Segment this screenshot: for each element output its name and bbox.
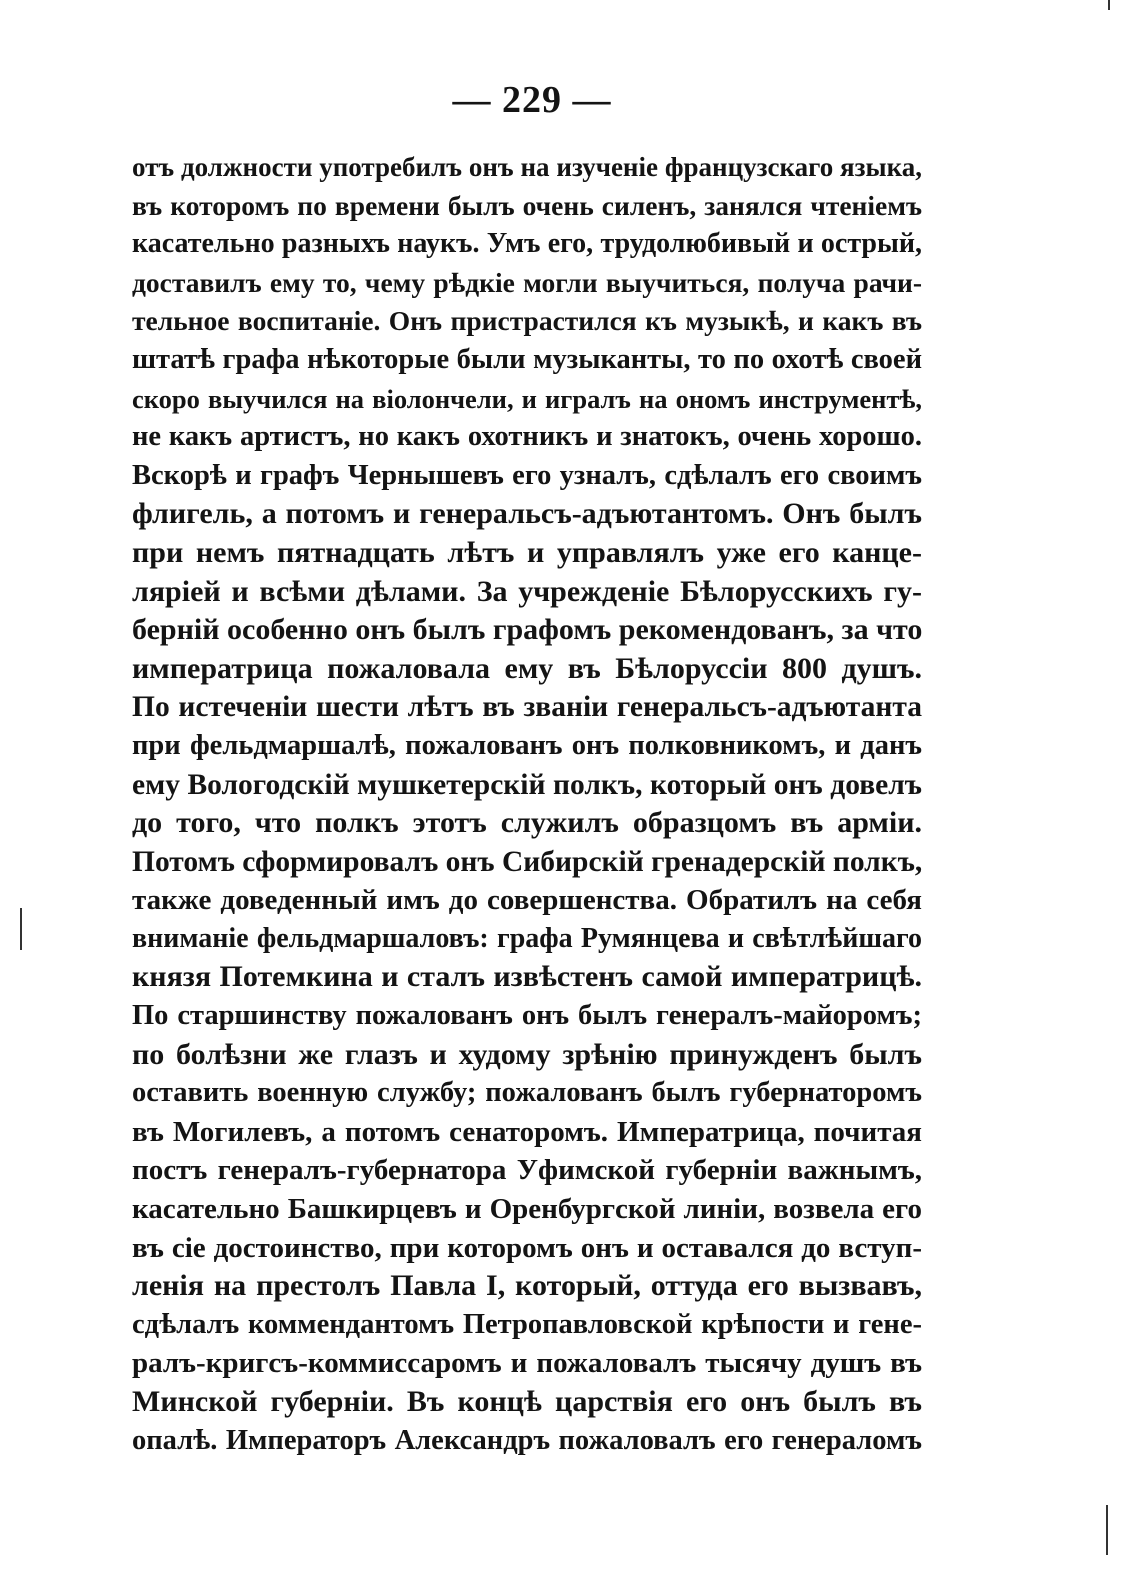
text-line: князя Потемкина и сталъ извѣстенъ самой императрицѣ. xyxy=(132,960,922,994)
text-line: не какъ артистъ, но какъ охотникъ и знатокъ, очень хорошо. xyxy=(132,421,922,453)
body-text xyxy=(132,148,922,1460)
text-line: Минской губерніи. Въ концѣ царствія его онъ былъ въ xyxy=(132,1385,922,1418)
scan-mark-top-right xyxy=(1108,0,1110,10)
text-line: тельное воспитаніе. Онъ пристрастился къ музыкѣ, и какъ въ xyxy=(132,305,922,337)
text-line: вниманіе фельдмаршаловъ: графа Румянцева и свѣтлѣйшаго xyxy=(132,922,922,954)
text-line: сдѣлалъ коммендантомъ Петропавловской крѣпости и гене- xyxy=(132,1308,922,1340)
text-line: при фельдмаршалѣ, пожалованъ онъ полковникомъ, и данъ xyxy=(132,729,922,761)
text-line: доставилъ ему то, чему рѣдкіе могли выучиться, получа рачи- xyxy=(132,266,922,298)
text-line: постъ генералъ-губернатора Уфимской губерніи важнымъ, xyxy=(132,1154,922,1187)
text-line: отъ должности употребилъ онъ на изученіе французскаго языка, xyxy=(132,152,922,182)
text-line: въ Могилевъ, а потомъ сенаторомъ. Императрица, почитая xyxy=(132,1115,922,1148)
text-line: По истеченіи шести лѣтъ въ званіи генеральсъ-адъютанта xyxy=(132,691,922,724)
text-line: ляріей и всѣми дѣлами. За учрежденіе Бѣлорусскихъ гу- xyxy=(132,574,922,608)
text-line: опалѣ. Императоръ Александръ пожаловалъ его генераломъ xyxy=(132,1424,922,1456)
text-line: берній особенно онъ былъ графомъ рекомендованъ, за что xyxy=(132,613,922,647)
text-line: въ которомъ по времени былъ очень силенъ, занялся чтеніемъ xyxy=(132,189,922,221)
text-line: при немъ пятнадцать лѣтъ и управлялъ уже его канце- xyxy=(132,535,922,569)
page-number: — 229 — xyxy=(452,79,612,121)
text-line: до того, что полкъ этотъ служилъ образцомъ въ арміи. xyxy=(132,806,922,840)
text-line: касательно разныхъ наукъ. Умъ его, трудолюбивый и острый, xyxy=(132,228,922,260)
text-line: ралъ-кригсъ-коммиссаромъ и пожаловалъ тысячу душъ въ xyxy=(132,1347,922,1380)
text-line: касательно Башкирцевъ и Оренбургской линіи, возвела его xyxy=(132,1193,922,1226)
text-line: флигель, а потомъ и генеральсъ-адъютантомъ. Онъ былъ xyxy=(132,497,922,531)
text-line: по болѣзни же глазъ и худому зрѣнію принужденъ былъ xyxy=(132,1037,922,1071)
text-line: По старшинству пожалованъ онъ былъ генералъ-майоромъ; xyxy=(132,1000,922,1032)
text-line: императрица пожаловала ему въ Бѣлоруссіи 800 душъ. xyxy=(132,651,922,685)
text-line: скоро выучился на віолончели, и игралъ на ономъ инструментѣ, xyxy=(132,383,922,414)
text-line: штатѣ графа нѣкоторые были музыканты, то по охотѣ своей xyxy=(132,343,922,375)
scan-mark-left xyxy=(20,908,22,950)
text-line: Вскорѣ и графъ Чернышевъ его узналъ, сдѣлалъ его своимъ xyxy=(132,459,922,491)
text-line: въ сіе достоинство, при которомъ онъ и оставался до вступ- xyxy=(132,1231,922,1264)
text-line: ему Вологодскій мушкетерскій полкъ, который онъ довелъ xyxy=(132,768,922,801)
text-line: также доведенный имъ до совершенства. Обратилъ на себя xyxy=(132,884,922,917)
text-line: Потомъ сформировалъ онъ Сибирскій гренадерскій полкъ, xyxy=(132,845,922,878)
text-line: ленія на престолъ Павла I, который, оттуда его вызвавъ, xyxy=(132,1269,922,1303)
text-line: оставить военную службу; пожалованъ былъ губернаторомъ xyxy=(132,1077,922,1109)
scan-mark-bottom-right xyxy=(1106,1505,1108,1555)
